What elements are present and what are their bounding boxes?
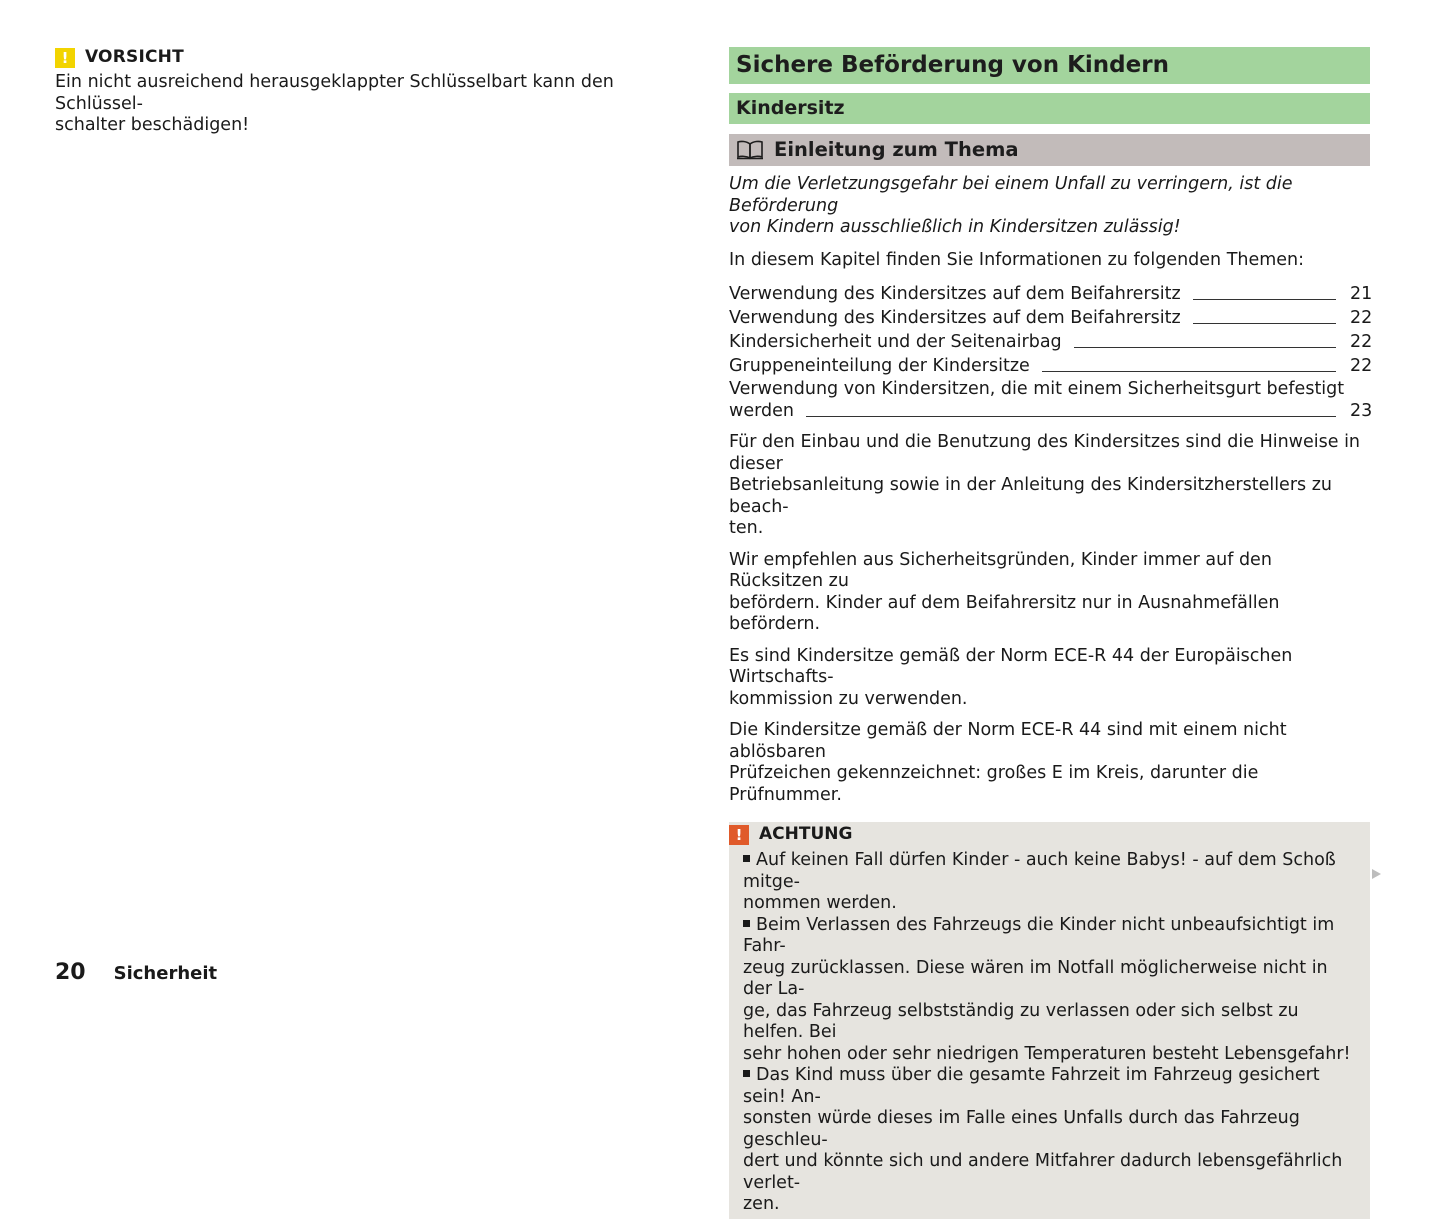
paragraph-line: ten. xyxy=(729,518,764,538)
paragraph-line: Wir empfehlen aus Sicherheitsgründen, Kinder immer auf den Rücksitzen zu xyxy=(729,549,1272,591)
paragraph-line: Betriebsanleitung sowie in der Anleitung des Kindersitzherstellers zu beach- xyxy=(729,475,1332,517)
toc-entry-page: 23 xyxy=(1350,400,1373,421)
toc-leader xyxy=(1042,371,1336,372)
caution-text-line: schalter beschädigen! xyxy=(55,115,250,135)
toc-entry[interactable] xyxy=(729,305,1373,329)
topic-header xyxy=(729,134,1370,166)
toc-leader xyxy=(806,416,1336,417)
chapter-lead: In diesem Kapitel finden Sie Informationen zu folgenden Themen: xyxy=(729,249,1305,270)
warning-title: ACHTUNG xyxy=(759,824,853,845)
paragraph xyxy=(729,720,1370,806)
warning-item xyxy=(743,850,1356,915)
paragraph xyxy=(729,550,1370,636)
bullet-square-icon xyxy=(743,1070,750,1077)
intro-line: Um die Verletzungsgefahr bei einem Unfall zu verringern, ist die Beförderung xyxy=(729,174,1293,216)
warning-line: ge, das Fahrzeug selbstständig zu verlassen oder sich selbst zu helfen. Bei xyxy=(743,1000,1299,1042)
paragraph-line: Prüfzeichen gekennzeichnet: großes E im Kreis, darunter die Prüfnummer. xyxy=(729,763,1259,805)
warning-item xyxy=(743,1065,1356,1216)
warning-line: sonsten würde dieses im Falle eines Unfalls durch das Fahrzeug geschleu- xyxy=(743,1108,1300,1150)
intro-line: von Kindern ausschließlich in Kindersitzen zulässig! xyxy=(729,217,1181,237)
toc-entry-page: 22 xyxy=(1350,331,1373,352)
paragraph xyxy=(729,646,1370,711)
caution-note xyxy=(55,47,665,137)
section-title: Sichere Beförderung von Kindern xyxy=(729,47,1370,84)
toc-entry-label: werden xyxy=(729,400,794,421)
page-number: 20 xyxy=(55,960,86,985)
warning-line: zen. xyxy=(743,1194,780,1214)
exclamation-icon: ! xyxy=(55,48,75,68)
toc-entry[interactable] xyxy=(729,329,1373,353)
warning-line: Auf keinen Fall dürfen Kinder - auch keine Babys! - auf dem Schoß mitge- xyxy=(743,850,1336,892)
subsection-title: Kindersitz xyxy=(729,93,1370,124)
continue-arrow-icon xyxy=(1372,869,1381,879)
warning-line: Beim Verlassen des Fahrzeugs die Kinder nicht unbeaufsichtigt im Fahr- xyxy=(743,914,1335,956)
bullet-square-icon xyxy=(743,855,750,862)
caution-header xyxy=(55,47,665,69)
warning-item xyxy=(743,915,1356,1066)
section-name: Sicherheit xyxy=(113,963,218,984)
toc-entry-label: Verwendung des Kindersitzes auf dem Beifahrersitz xyxy=(729,283,1181,304)
warning-line: sehr hohen oder sehr niedrigen Temperaturen besteht Lebensgefahr! xyxy=(743,1043,1351,1064)
warning-line: zeug zurücklassen. Diese wären im Notfall möglicherweise nicht in der La- xyxy=(743,957,1328,999)
caution-text xyxy=(55,72,665,137)
topic-title: Einleitung zum Thema xyxy=(774,138,1019,161)
exclamation-icon: ! xyxy=(729,825,749,845)
toc-entry-page: 22 xyxy=(1350,355,1373,376)
warning-line: Das Kind muss über die gesamte Fahrzeit im Fahrzeug gesichert sein! An- xyxy=(743,1065,1320,1107)
caution-text-line: Ein nicht ausreichend herausgeklappter Schlüsselbart kann den Schlüssel- xyxy=(55,72,614,114)
toc-leader xyxy=(1193,323,1336,324)
warning-line: nommen werden. xyxy=(743,893,897,913)
toc-leader xyxy=(1074,347,1336,348)
toc-entry[interactable] xyxy=(729,353,1373,377)
toc-leader xyxy=(1193,299,1336,300)
toc-entry-page: 22 xyxy=(1350,307,1373,328)
warning-list xyxy=(743,850,1356,1216)
caution-title: VORSICHT xyxy=(85,47,184,68)
page-footer xyxy=(55,962,217,985)
paragraph-line: befördern. Kinder auf dem Beifahrersitz nur in Ausnahmefällen befördern. xyxy=(729,592,1280,634)
bullet-square-icon xyxy=(743,920,750,927)
paragraph-line: Die Kindersitze gemäß der Norm ECE-R 44 sind mit einem nicht ablösbaren xyxy=(729,720,1287,762)
toc-entry-label: Kindersicherheit und der Seitenairbag xyxy=(729,331,1062,352)
toc-entry-label: Verwendung von Kindersitzen, die mit einem Sicherheitsgurt befestigt xyxy=(729,379,1345,399)
paragraph-line: Es sind Kindersitze gemäß der Norm ECE-R 44 der Europäischen Wirtschafts- xyxy=(729,645,1293,687)
intro-text xyxy=(729,174,1370,239)
paragraph xyxy=(729,432,1370,540)
toc-entry-label: Verwendung des Kindersitzes auf dem Beifahrersitz xyxy=(729,307,1181,328)
book-icon xyxy=(736,140,764,160)
toc-entry-label: Gruppeneinteilung der Kindersitze xyxy=(729,355,1030,376)
paragraph-line: kommission zu verwenden. xyxy=(729,688,968,709)
warning-box xyxy=(729,822,1370,1219)
main-column xyxy=(729,47,1373,1219)
toc-entry[interactable] xyxy=(729,281,1373,305)
topic-list xyxy=(729,281,1373,422)
warning-header xyxy=(729,824,1356,846)
warning-line: dert und könnte sich und andere Mitfahrer dadurch lebensgefährlich verlet- xyxy=(743,1151,1343,1193)
toc-entry-page: 21 xyxy=(1350,283,1373,304)
paragraph-line: Für den Einbau und die Benutzung des Kindersitzes sind die Hinweise in dieser xyxy=(729,432,1361,474)
toc-entry[interactable] xyxy=(729,379,1373,422)
